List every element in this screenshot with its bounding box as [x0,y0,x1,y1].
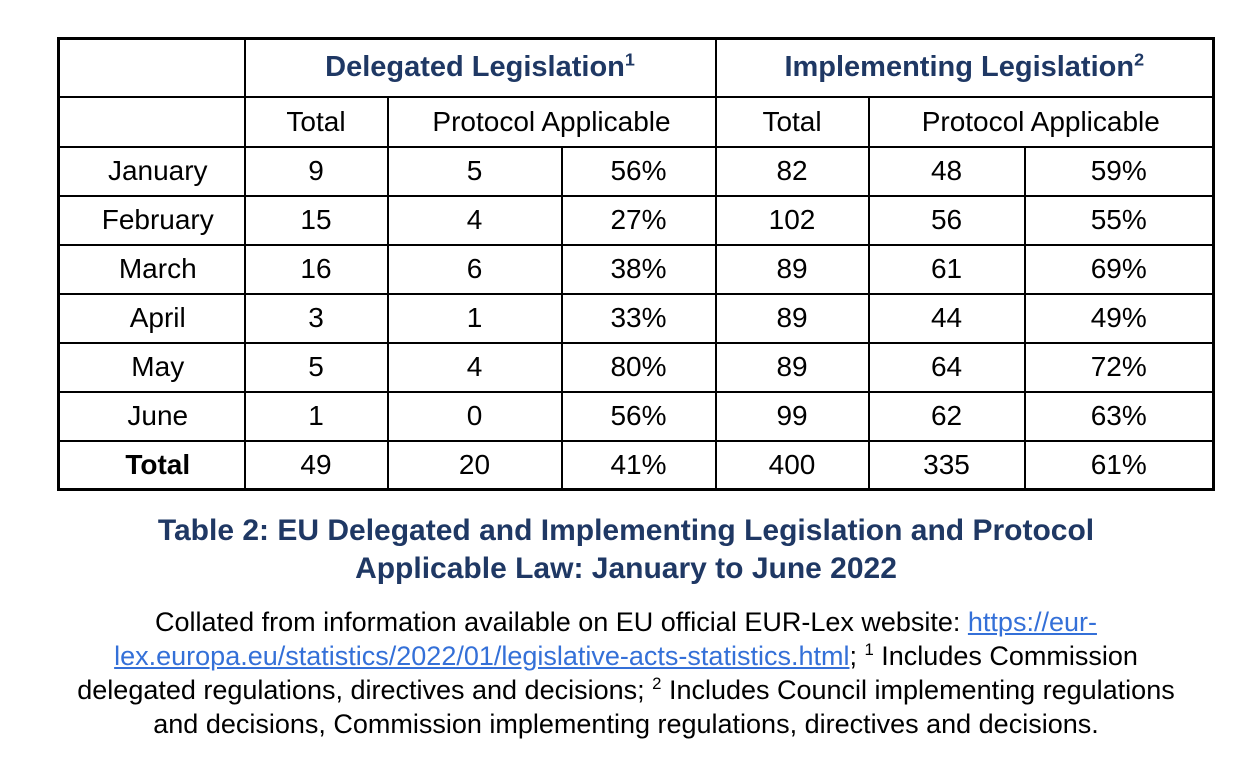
group-header-row [59,39,1214,97]
row-label: March [59,245,245,294]
implementing-legislation-label: Implementing Legislation [784,51,1135,84]
delegated-legislation-label: Delegated Legislation [325,51,625,84]
implementing-total: 102 [716,196,869,245]
delegated-protocol-header: Protocol Applicable [388,97,716,147]
delegated-total: 3 [245,294,388,343]
table-row [59,196,1214,245]
implementing-total: 82 [716,147,869,196]
sub-header-row [59,97,1214,147]
implementing-total: 89 [716,294,869,343]
implementing-protocol-count: 44 [869,294,1025,343]
table-row [59,245,1214,294]
table-row [59,392,1214,441]
empty-header-cell [59,39,245,97]
delegated-total: 15 [245,196,388,245]
delegated-protocol-count: 5 [388,147,562,196]
delegated-legislation-header [245,39,716,97]
delegated-protocol-pct: 80% [562,343,716,392]
delegated-protocol-count: 20 [388,441,562,490]
delegated-total: 9 [245,147,388,196]
delegated-protocol-pct: 56% [562,392,716,441]
implementing-protocol-count: 61 [869,245,1025,294]
source-note [56,605,1196,741]
delegated-total-header: Total [245,97,388,147]
implementing-total-header: Total [716,97,869,147]
implementing-total: 99 [716,392,869,441]
empty-header-cell [59,97,245,147]
implementing-protocol-pct: 72% [1025,343,1214,392]
source-note-separator: ; [849,641,865,671]
table-row [59,294,1214,343]
delegated-protocol-count: 6 [388,245,562,294]
implementing-protocol-count: 56 [869,196,1025,245]
row-label: May [59,343,245,392]
legislation-table [57,37,1215,491]
caption-line-2: Applicable Law: January to June 2022 [355,552,897,585]
implementing-legislation-header [716,39,1214,97]
delegated-protocol-pct: 56% [562,147,716,196]
delegated-protocol-pct: 41% [562,441,716,490]
footnote-2-marker: 2 [652,674,662,693]
delegated-protocol-count: 1 [388,294,562,343]
delegated-protocol-count: 0 [388,392,562,441]
row-label: June [59,392,245,441]
table-row [59,147,1214,196]
footnote-1-marker: 1 [864,640,874,659]
total-row [59,441,1214,490]
delegated-protocol-pct: 27% [562,196,716,245]
implementing-protocol-pct: 55% [1025,196,1214,245]
eur-lex-link[interactable]: https://eur-lex.europa.eu/statistics/2022/01/legislative-acts-statistics.html [114,607,1097,671]
delegated-protocol-count: 4 [388,196,562,245]
footnote-marker-2: 2 [1134,49,1145,70]
implementing-protocol-count: 64 [869,343,1025,392]
source-note-prefix: Collated from information available on EU official EUR-Lex website: [155,607,968,637]
delegated-protocol-pct: 38% [562,245,716,294]
implementing-protocol-pct: 69% [1025,245,1214,294]
row-label: January [59,147,245,196]
implementing-total: 400 [716,441,869,490]
delegated-total: 16 [245,245,388,294]
footnote-marker-1: 1 [624,49,635,70]
implementing-protocol-pct: 63% [1025,392,1214,441]
row-label: Total [59,441,245,490]
implementing-protocol-count: 62 [869,392,1025,441]
caption-line-1: Table 2: EU Delegated and Implementing Legislation and Protocol [157,514,1095,547]
table-caption [0,512,1252,588]
implementing-protocol-count: 335 [869,441,1025,490]
implementing-protocol-pct: 49% [1025,294,1214,343]
document-page [0,37,1252,760]
implementing-protocol-header: Protocol Applicable [869,97,1214,147]
implementing-protocol-count: 48 [869,147,1025,196]
table-row [59,343,1214,392]
delegated-protocol-pct: 33% [562,294,716,343]
row-label: February [59,196,245,245]
delegated-total: 1 [245,392,388,441]
delegated-total: 49 [245,441,388,490]
delegated-protocol-count: 4 [388,343,562,392]
delegated-total: 5 [245,343,388,392]
implementing-total: 89 [716,343,869,392]
implementing-protocol-pct: 59% [1025,147,1214,196]
footnote-1-text: Includes Commission delegated regulations, directives and decisions; [77,641,1138,705]
implementing-total: 89 [716,245,869,294]
row-label: April [59,294,245,343]
footnote-2-text: Includes Council implementing regulations and decisions, Commission implementing regulations, directives and decisions. [153,675,1175,739]
implementing-protocol-pct: 61% [1025,441,1214,490]
